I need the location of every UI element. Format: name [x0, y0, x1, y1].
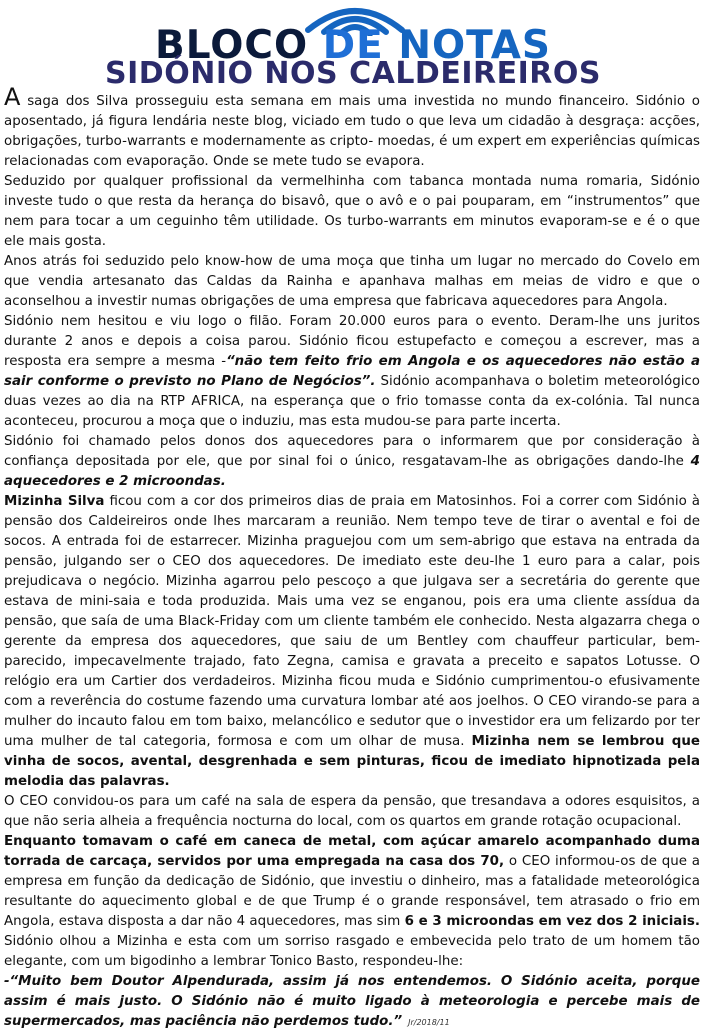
paragraph-9: [4, 972, 700, 1033]
paragraph-3: Anos atrás foi seduzido pelo know-how de uma moça que tinha um lugar no mercado do Covelo em que vendia artesanato das Caldas da Rainha e apanhava malhas em meias de vidro e que o aconselhou a investir numas obrigações de uma empresa que fabricava aquecedores para Angola.: [4, 254, 700, 309]
blog-header: [0, 0, 706, 91]
coffee-sentence: Enquanto tomavam o café em caneca de metal, com açúcar amarelo acompanhado duma torrada de carcaça, servidos por uma empregada na casa dos 70,: [4, 834, 700, 869]
paragraph-7: O CEO convidou-os para um café na sala de espera da pensão, que tresandava a odores esquisitos, a que não seria alheia a frequência nocturna do local, com os quartos em grande rotação ocupacional.: [4, 794, 700, 829]
name-mizinha: Mizinha Silva: [4, 494, 105, 509]
paragraph-8: [4, 832, 700, 972]
paragraph-1: [4, 83, 700, 172]
paragraph-2: Seduzido por qualquer profissional da vermelhinha com tabanca montada numa romaria, Sidónio investe tudo o que resta da herança do bisavô, que o avô e o pai pouparam, em “instrumentos” que nem para tocar a um ceguinho têm utilidade. Os turbo-warrants em minutos evaporam-se e é o que ele mais gosta.: [4, 174, 700, 249]
paragraph-6: [4, 492, 700, 792]
paragraph-8-text-b: Sidónio olhou a Mizinha e esta com um sorriso rasgado e embevecida pelo trato de um homem tão elegante, com um bigodinho a lembrar Tonico Basto, respondeu-lhe:: [4, 934, 700, 969]
title-word-notas: NOTAS: [398, 23, 551, 68]
new-offer: 6 e 3 microondas em vez dos 2 iniciais.: [404, 914, 700, 929]
paragraph-6-text: ficou com a cor dos primeiros dias de praia em Matosinhos. Foi a correr com Sidónio à pensão dos Caldeireiros onde lhes marcaram a reunião. Nem tempo teve de tirar o avental e foi de socos. A entrada foi de estarrecer. Mizinha praguejou com um sem-abrigo que estava na entrada da pensão, julgando ser o CEO dos aquecedores. De imediato este deu-lhe 1 euro para a calar, pois prejudicava o negócio. Mizinha agarrou pelo pescoço a que julgava ser a secretária do gerente que estava de mini-saia e toda produzida. Mais uma vez se enganou, pois era uma cliente assídua da pensão, que saía de uma Black-Friday com um cliente também ele conhecido. Nesta algazarra chega o gerente da empresa dos aquecedores, que saiu de um Bentley com chauffeur particular, bem-parecido, impecavelmente trajado, fato Zegna, camisa e gravata a preceito e sapatos Lotusse. O relógio era um Cartier dos verdadeiros. Mizinha ficou muda e Sidónio cumprimentou-o efusivamente com a reverência do costume fazendo uma curvatura lombar até aos joelhos. O CEO virando-se para a mulher do incauto falou em tom baixo, melancólico e sedutor que o investidor era um felizardo por ter uma mulher de tal categoria, formosa e com um olhar de musa.: [4, 494, 700, 749]
paragraph-5: [4, 432, 700, 492]
offer-heaters: 4 aquecedores e 2 microondas.: [4, 454, 700, 489]
title-word-bloco: BLOCO: [155, 23, 309, 68]
paragraph-1-text: saga dos Silva prosseguiu esta semana em mais uma investida no mundo financeiro. Sidónio o aposentado, já figura lendária neste blog, viciado em tudo o que leva um cidadão à desgraça: acções, obrigações, turbo-warrants e modernamente as cripto- moedas, é um expert em experiências químicas relacionadas com evaporação. Onde se mete tudo se evapora.: [4, 94, 700, 169]
drop-cap: A: [4, 83, 21, 111]
article-body: [4, 83, 701, 1033]
quote-business-plan: “não tem feito frio em Angola e os aquecedores não estão a sair conforme o previsto no Plano de Negócios”.: [4, 354, 700, 389]
paragraph-4: [4, 312, 700, 432]
paragraph-4-text-b: Sidónio acompanhava o boletim meteorológico duas vezes ao dia na RTP AFRICA, na esperança que o frio tomasse conta da ex-colónia. Tal nunca aconteceu, procurou a moça que o induziu, mas esta mudou-se para parte incerta.: [4, 374, 700, 429]
final-quote: -“Muito bem Doutor Alpendurada, assim já nos entendemos. O Sidónio aceita, porque assim é mais justo. O Sidónio não é muito ligado à meteorologia e percebe mais de supermercados, mas paciência não perdemos tudo.”: [4, 974, 700, 1029]
paragraph-4-text: Sidónio nem hesitou e viu logo o filão. Foram 20.000 euros para o evento. Deram-lhe uns juritos durante 2 anos e depois a coisa parou. Sidónio ficou estupefacto e começou a escrever, mas a resposta era sempre a mesma -: [4, 314, 700, 369]
title-word-de: DE: [322, 23, 384, 68]
paragraph-8-text: o CEO informou-os de que a empresa em função da dedicação de Sidónio, que investiu o dinheiro, mas a fatalidade meteorológica resultante do aquecimento global e de que Trump é o grande responsável, tem atrasado o frio em Angola, estava disposta a dar não 4 aquecedores, mas sim: [4, 854, 701, 929]
paragraph-5-text: Sidónio foi chamado pelos donos dos aquecedores para o informarem que por consideração à confiança depositada por ele, que por sinal foi o único, resgatavam-lhe as obrigações dando-lhe: [4, 434, 700, 469]
hypnotized-sentence: Mizinha nem se lembrou que vinha de socos, avental, desgrenhada e sem pinturas, ficou de imediato hipnotizada pela melodia das palavras.: [4, 734, 700, 789]
signature: Jr/2018/11: [408, 1018, 450, 1027]
article-title: SIDÓNIO NOS CALDEIREIROS: [105, 56, 601, 91]
